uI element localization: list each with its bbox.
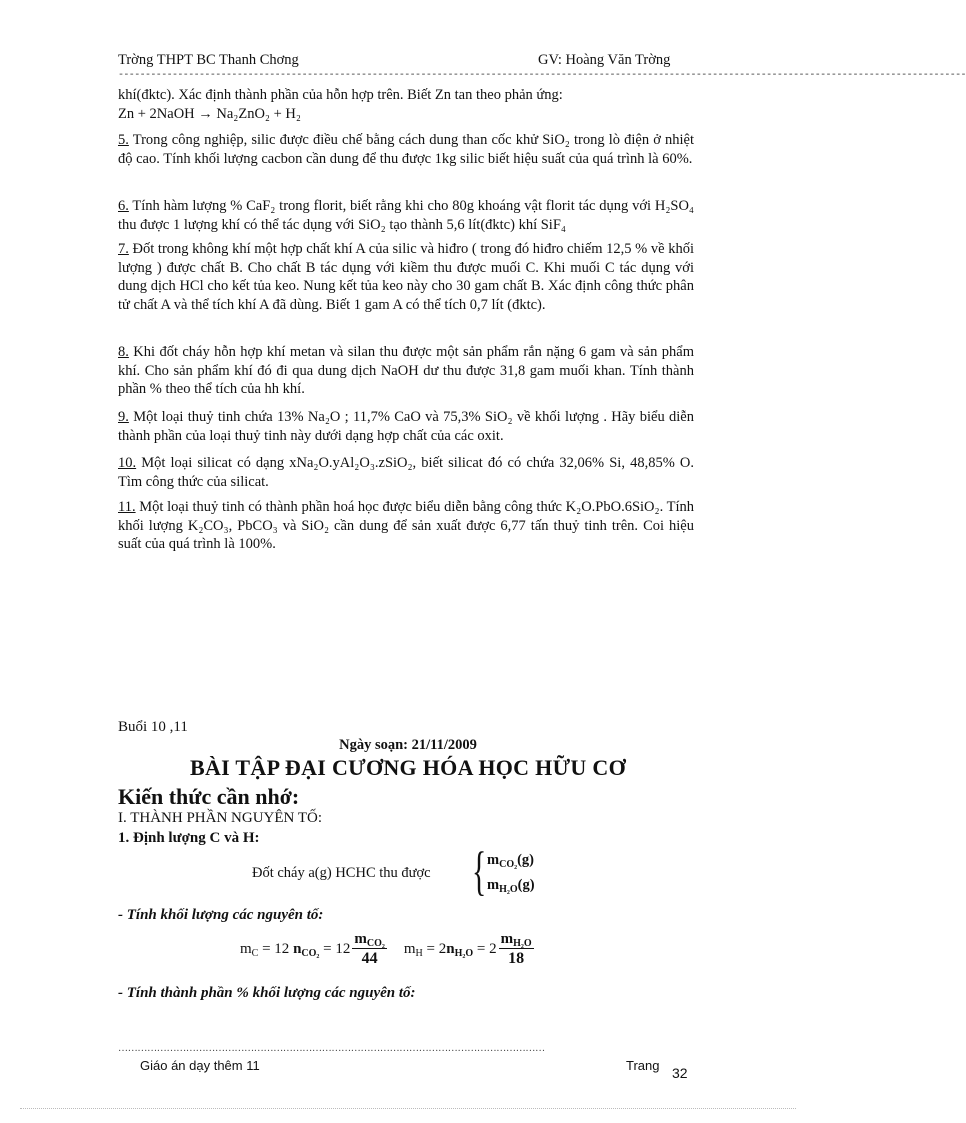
problem-number: 11. [118, 499, 136, 515]
product-co2: $m_{CO_2}(g)$ [487, 852, 535, 870]
problem-text: Một loại silicat có dạng xNa₂O.yAl₂O₃.zSiO₂, biết silicat đó có chứa 32,06% Si, 48,85% O. Tìm công thức của silicat. [118, 455, 694, 490]
page-title: BÀI TẬP ĐẠI CƯƠNG HÓA HỌC HỮU CƠ [190, 755, 626, 780]
problem-number: 5. [118, 132, 129, 148]
problem-text: Khi đốt cháy hỗn hợp khí metan và silan thu được một sản phẩm rắn nặng 6 gam và sản phẩm khí. Cho sản phẩm khí đó đi qua dung dịch NaOH dư thu được 31,8 gam muối khan. Tính thành phần % theo thể tích của hh khí. [118, 344, 694, 398]
fraction-co2: $\frac{m_{CO_2}}{44}$ [354, 931, 385, 967]
problem-7 [118, 240, 694, 314]
header-teacher: GV: Hoàng Văn Trờng [538, 52, 671, 68]
problem-text: Tính hàm lượng % CaF₂ trong florit, biết rằng khi cho 80g khoáng vật florit tác dụng với H₂SO₄ thu được 1 lượng khí có thể tác dụng với SiO₂ tạo thành 5,6 lít(đktc) khí SiF₄ [118, 198, 694, 233]
fraction-h2o: $\frac{m_{H_2O}}{18}$ [500, 931, 532, 967]
problem-number: 9. [118, 409, 129, 425]
product-h2o: $m_{H_2O}(g)$ [487, 877, 535, 895]
section-heading: I. THÀNH PHẦN NGUYÊN TỐ: [118, 810, 323, 826]
intro-line: khí(đktc). Xác định thành phần của hỗn hợp trên. Biết Zn tan theo phản ứng: [118, 87, 563, 103]
combustion-text: Đốt cháy a(g) HCHC thu được [252, 865, 431, 881]
problem-number: 8. [118, 344, 129, 360]
header-divider: ------------------------------------------------------------------------------------------------------------------------------------------------------------- [118, 70, 966, 81]
problem-text: Một loại thuỷ tinh có thành phần hoá học được biểu diễn bằng công thức K₂O.PbO.6SiO₂. Tính khối lượng K₂CO₃, PbCO₃ và SiO₂ cần dung để sản xuất được 6,77 tấn thuỷ tinh trên. Coi hiệu suất của quá trình là 100%. [118, 499, 694, 553]
session-label: Buổi 10 ,11 [118, 719, 188, 735]
footer-left: Giáo án dạy thêm 11 [140, 1058, 260, 1073]
problem-text: Một loại thuỷ tinh chứa 13% Na₂O ; 11,7% CaO và 75,3% SiO₂ về khối lượng . Hãy biểu diễn thành phần của loại thuỷ tinh này dưới dạng hợp chất của các oxit. [118, 409, 694, 444]
problem-5 [118, 131, 694, 168]
footer-divider: …………………………………………………………………………………………………………………… [118, 1043, 545, 1054]
problem-10 [118, 454, 694, 491]
problem-text: Đốt trong không khí một hợp chất khí A của silic và hiđro ( trong đó hiđro chiếm 12,5 % về khối lượng ) được chất B. Cho chất B tác dụng với kiềm thu được muối C. Khi muối C tác dụng với dung dịch HCl cho kết tủa keo. Nung kết tủa keo này cho 30 gam chất B. Xác định công thức phân tử chất A và thể tích khí A đã dùng. Biết 1 gam A có thể tích 0,7 lít (đktc). [118, 241, 694, 313]
mass-formula: $m_C = 12$ $n_{CO_2} = 12$ $\frac{m_{CO_2}}{44}$ $m_H = 2n_{H_2O} = 2$ $\frac{m_{H_2O}}{18}$ [240, 931, 532, 967]
problem-number: 10. [118, 455, 137, 471]
bullet-mass-elements: - Tính khối lượng các nguyên tố: [118, 907, 324, 923]
problem-number: 7. [118, 241, 129, 257]
knowledge-heading: Kiến thức cần nhớ: [118, 784, 300, 809]
problem-9 [118, 408, 694, 445]
problem-11 [118, 498, 694, 554]
bullet-percent-elements: - Tính thành phần % khối lượng các nguyên tố: [118, 985, 416, 1001]
subsection-heading: 1. Định lượng C và H: [118, 830, 260, 846]
page-number: 32 [672, 1065, 688, 1081]
footer-right: Trang [626, 1058, 660, 1073]
problem-8 [118, 343, 694, 399]
problem-text: Trong công nghiệp, silic được điều chế bằng cách dung than cốc khử SiO₂ trong lò điện ở nhiệt độ cao. Tính khối lượng cacbon cần dung để thu được 1kg silic biết hiệu suất của quá trình là 60%. [118, 132, 694, 167]
brace-icon: { [472, 841, 487, 901]
intro-reaction: Zn + 2NaOH → Na₂ZnO₂ + H₂ [118, 106, 301, 122]
prep-date: Ngày soạn: 21/11/2009 [339, 737, 477, 753]
problem-number: 6. [118, 198, 129, 214]
header-school: Trờng THPT BC Thanh Chơng [118, 52, 299, 68]
page-bottom-border [20, 1108, 796, 1109]
problem-6 [118, 197, 694, 234]
